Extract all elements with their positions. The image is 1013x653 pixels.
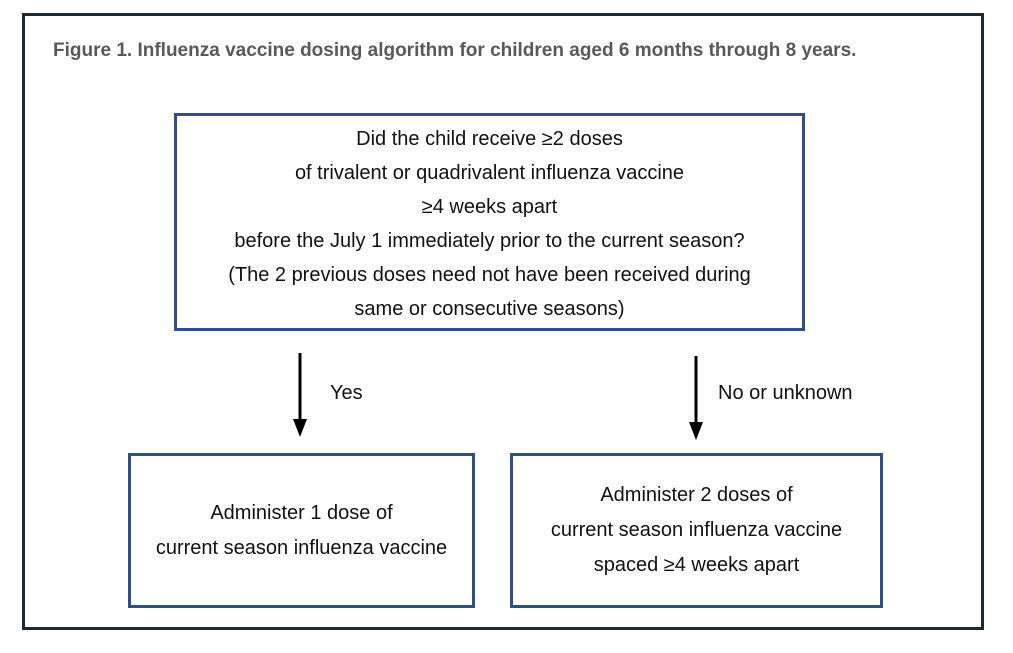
one-dose-box (128, 453, 475, 608)
question-line: (The 2 previous doses need not have been received during (228, 264, 751, 286)
yes-arrow (290, 353, 310, 437)
no-arrow (686, 356, 706, 440)
question-line: of trivalent or quadrivalent influenza vaccine (294, 162, 685, 184)
one-dose-line: current season influenza vaccine (155, 536, 448, 559)
yes-label: Yes (330, 382, 363, 404)
question-line: Did the child receive ≥2 doses (356, 128, 623, 150)
two-doses-line: current season influenza vaccine (550, 519, 843, 541)
question-line: before the July 1 immediately prior to the current season? (234, 230, 745, 252)
figure-title: Figure 1. Influenza vaccine dosing algorithm for children aged 6 months through 8 years. (53, 40, 857, 61)
two-doses-box (510, 453, 883, 608)
two-doses-line: spaced ≥4 weeks apart (593, 554, 800, 576)
two-doses-line: Administer 2 doses of (600, 484, 793, 506)
question-line: ≥4 weeks apart (421, 196, 558, 218)
question-line: same or consecutive seasons) (354, 298, 625, 320)
question-box (174, 113, 805, 331)
no-or-unknown-label: No or unknown (718, 382, 853, 404)
one-dose-line: Administer 1 dose of (210, 501, 393, 524)
